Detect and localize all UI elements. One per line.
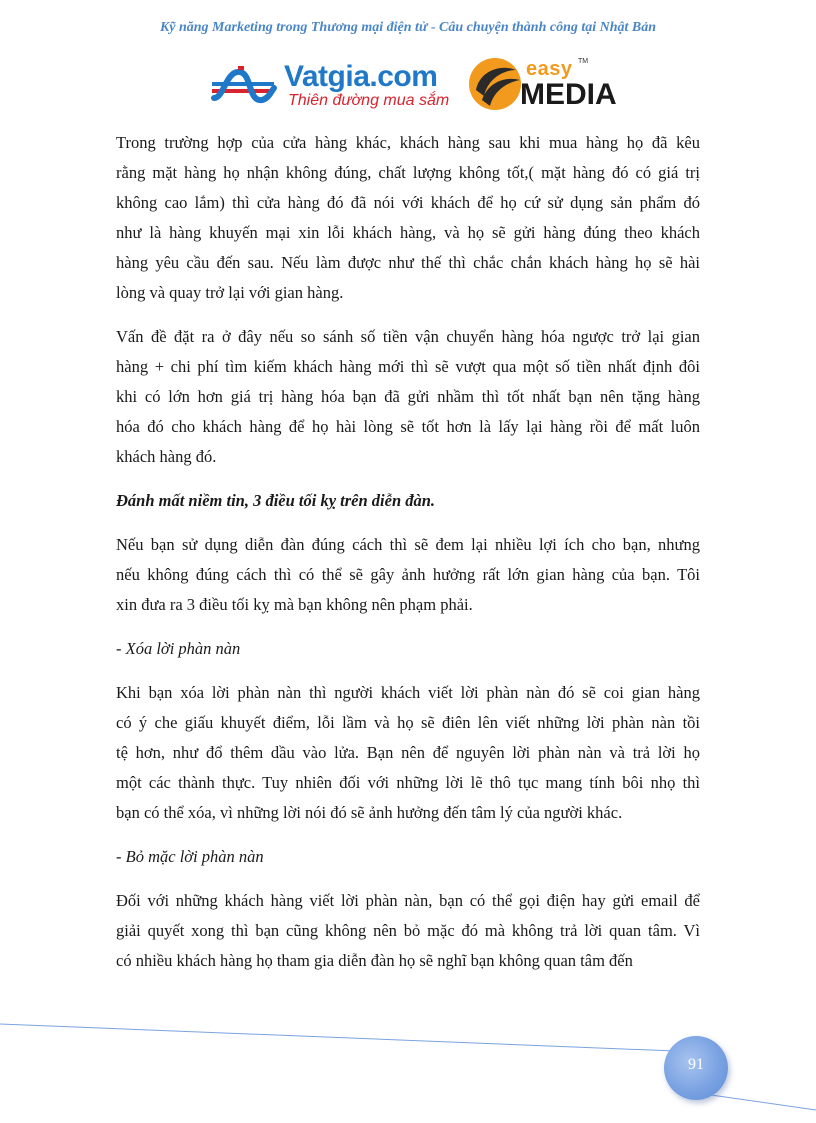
page-number: 91 — [688, 1056, 704, 1073]
vatgia-tagline: Thiên đường mua sắm — [288, 92, 450, 109]
easymedia-media-text: MEDIA — [520, 78, 617, 111]
text-line: nếu không đúng cách thì có thể sẽ gây ảnh hưởng rất lớn gian hàng của bạn. Tôi — [116, 565, 700, 584]
text-line: như là hàng khuyến mại xin lỗi khách hàng, và họ sẽ gửi hàng đúng theo khách — [116, 223, 700, 242]
text-line: Khi bạn xóa lời phàn nàn thì người khách viết lời phàn nàn đó sẽ coi gian hàng — [116, 683, 700, 702]
text-line: một các thành thực. Tuy nhiên đối với những lời lẽ thô tục mang tính bôi nhọ thì — [116, 773, 700, 792]
text-line: lòng và quay trở lại với gian hàng. — [116, 283, 344, 302]
easymedia-tm: TM — [578, 58, 589, 65]
running-header: Kỹ năng Marketing trong Thương mại điện tử - Câu chuyện thành công tại Nhật Bản — [159, 20, 657, 35]
paragraph-3 — [116, 530, 700, 620]
text-line: hóa đó cho khách hàng để họ hài lòng sẽ tốt hơn là lấy lại hàng rồi để mất luôn — [116, 417, 700, 436]
text-line: Đối với những khách hàng viết lời phàn nàn, bạn có thể gọi điện hay gửi email để — [116, 891, 700, 910]
vatgia-logo — [208, 58, 458, 114]
text-line: bạn có thể xóa, vì những lời nói đó sẽ ảnh hưởng đến tâm lý của người khác. — [116, 803, 623, 822]
paragraph-1 — [116, 128, 700, 308]
bullet-item-1: - Xóa lời phàn nàn — [116, 639, 241, 658]
paragraph-2 — [116, 322, 700, 472]
text-line: hàng + chi phí tìm kiếm khách hàng mới thì sẽ vượt qua một số tiền nhất định đôi — [116, 357, 700, 376]
page-body — [116, 128, 700, 990]
text-line: xin đưa ra 3 điều tối kỵ mà bạn không nên phạm phải. — [116, 595, 473, 614]
text-line: hàng yêu cầu đến sau. Nếu làm được như thế thì chắc chắn khách hàng họ sẽ hài — [116, 253, 700, 272]
paragraph-5 — [116, 886, 700, 976]
text-line: khách hàng đó. — [116, 447, 217, 466]
text-line: có nhiều khách hàng họ tham gia diễn đàn họ sẽ nghĩ bạn không quan tâm đến — [116, 951, 633, 970]
text-line: rằng mặt hàng họ nhận không đúng, chất lượng không tốt,( mặt hàng đó có giá trị — [116, 163, 700, 182]
section-heading: Đánh mất niềm tin, 3 điều tối kỵ trên diễn đàn. — [116, 491, 436, 510]
easymedia-easy-text: easy — [526, 58, 573, 80]
vatgia-name: Vatgia.com — [284, 60, 438, 93]
text-line: không cao lắm) thì cửa hàng đó đã nói với khách để họ cứ sử dụng sản phẩm đó — [116, 193, 700, 212]
page-number-badge — [664, 1036, 728, 1100]
paragraph-4 — [116, 678, 700, 828]
text-line: Trong trường hợp của cửa hàng khác, khách hàng sau khi mua hàng họ đã kêu — [116, 133, 700, 152]
text-line: Nếu bạn sử dụng diễn đàn đúng cách thì sẽ đem lại nhiều lợi ích cho bạn, nhưng — [116, 535, 700, 554]
text-line: khi có lớn hơn giá trị hàng hóa bạn đã gửi nhầm thì tốt nhất bạn nên tặng hàng — [116, 387, 700, 406]
text-line: giải quyết xong thì bạn cũng không nên bỏ mặc đó mà không trả lời quan tâm. Vì — [116, 921, 700, 940]
text-line: tệ hơn, như đổ thêm dầu vào lửa. Bạn nên để nguyên lời phàn nàn và trả lời họ — [116, 743, 700, 762]
easymedia-logo — [466, 56, 626, 116]
easymedia-swoosh-icon — [466, 56, 524, 112]
text-line: có ý che giấu khuyết điểm, lỗi lầm và họ sẽ điên lên viết những lời phàn nàn tồi — [116, 713, 700, 732]
text-line: Vấn đề đặt ra ở đây nếu so sánh số tiền vận chuyển hàng hóa ngược trở lại gian — [116, 327, 700, 346]
bullet-item-2: - Bỏ mặc lời phàn nàn — [116, 847, 264, 866]
vatgia-wave-icon — [208, 62, 278, 110]
